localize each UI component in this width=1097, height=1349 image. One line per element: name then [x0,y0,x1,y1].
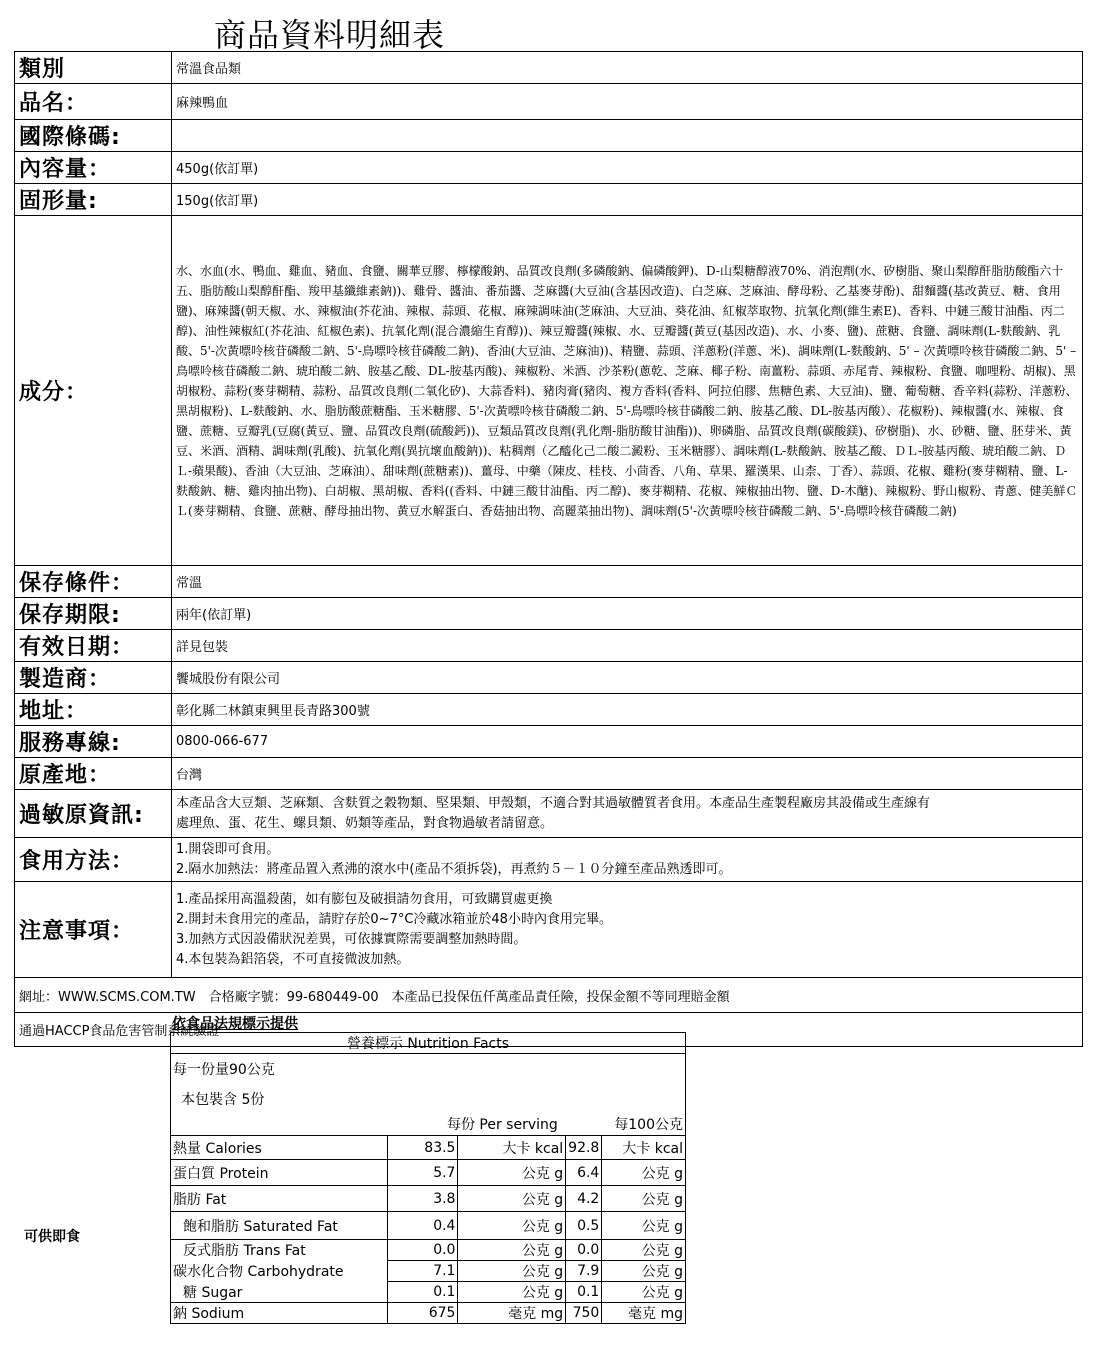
per-100g-header: 每100公克 [566,1114,686,1136]
spec-row [15,758,1083,790]
ingredients-text: 水、水血(水、鴨血、雞血、豬血、食鹽、關華豆膠、檸檬酸鈉、品質改良劑(多磷酸鈉、偏磷酸鉀)、D-山梨糖醇液70%、消泡劑(水、矽樹脂、聚山梨醇酐脂肪酸酯六十五、脂肪酸山梨醇酐酯、羧甲基纖維素鈉))、雞骨、醬油、番茄醬、芝麻醬(大豆油(含基因改造)、白芝麻、芝麻油、酵母粉、乙基麥芽酚)、甜麵醬(基改黃豆、糖、食用鹽)、麻辣醬(朝天椒、水、辣椒油(芥花油、辣椒、蒜頭、花椒、麻辣調味油(芝麻油、大豆油、葵花油、紅椒萃取物、抗氧化劑(維生素E)、香料、中鏈三酸甘油酯、丙二醇)、油性辣椒紅(芥花油、紅椒色素)、抗氧化劑(混合濃縮生育醇))、辣豆瓣醬(辣椒、水、豆瓣醬(黃豆(基因改造)、水、小麥、鹽)、蔗糖、食鹽、調味劑(L-麩酸鈉、乳酸、5'-次黃嘌呤核苷磷酸二鈉、5'-鳥嘌呤核苷磷酸二鈉)、香油(大豆油、芝麻油))、精鹽、蒜頭、洋蔥粉(洋蔥、米)、調味劑(L-麩酸鈉、5' – 次黃嘌呤核苷磷酸二鈉、5' – 鳥嘌呤核苷磷酸二鈉、琥珀酸二鈉、胺基乙酸、DL-胺基丙酸)、辣椒粉、米酒、沙茶粉(蔥乾、芝麻、椰子粉、南薑粉、蒜頭、赤尾青、辣椒粉、食鹽、咖哩粉、胡椒)、黑胡椒粉、蒜粉(麥芽糊精、蒜粉、品質改良劑(二氧化矽)、大蒜香料)、豬肉膏(豬肉、複方香料(香料、阿拉伯膠、焦糖色素、大豆油)、鹽、葡萄糖、香辛料(蒜粉、洋蔥粉、黑胡椒粉)、L-麩酸鈉、水、脂肪酸蔗糖酯、玉米糖膠、5'-次黃嘌呤核苷磷酸二鈉、5'-鳥嘌呤核苷磷酸二鈉、胺基乙酸、DL-胺基丙酸）、花椒粉)、辣椒醬(水、辣椒、食鹽、蔗糖、豆瓣乳(豆腐(黃豆、鹽、品質改良劑(硫酸鈣))、豆類品質改良劑(乳化劑-脂肪酸甘油酯))、卵磷脂、品質改良劑(碳酸鎂)、矽樹脂)、水、砂糖、鹽、胚芽米、黃豆、米酒、酒精、調味劑(乳酸)、抗氧化劑(異抗壞血酸鈉))、粘稠劑（乙醯化己二酸二澱粉、玉米糖膠）、調味劑(L-麩酸鈉、胺基乙酸、ＤＬ-胺基丙酸、琥珀酸二鈉、ＤＬ-蘋果酸)、香油（大豆油、芝麻油）、甜味劑(蔗糖素))、薑母、中藥（陳皮、桂枝、小茴香、八角、草果、羅漢果、山柰、丁香）、蒜頭、花椒、雞粉(麥芽糊精、鹽、L-麩酸鈉、糖、雞肉抽出物)、白胡椒、黑胡椒、香料((香料、中鏈三酸甘油酯、丙二醇)、麥芽糊精、花椒、辣椒抽出物、鹽、D-木醣)、辣椒粉、野山椒粉、青蔥、健美鮮ＣＬ(麥芽糊精、食鹽、蔗糖、酵母抽出物、黃豆水解蛋白、香菇抽出物、高麗菜抽出物)、調味劑(5'-次黃嘌呤核苷磷酸二鈉、5'-鳥嘌呤核苷磷酸二鈉) [172,216,1083,566]
spec-row [15,662,1083,694]
notes-line: 2.開封未食用完的產品，請貯存於0~7°C冷藏冰箱並於48小時內食用完畢。 [176,911,612,927]
nutrient-100g-unit: 公克 g [602,1186,686,1212]
ingredients-row [15,216,1083,566]
law-title: 依食品法規標示提供 [172,1016,298,1032]
nutrient-100g-unit: 大卡 kcal [602,1136,686,1160]
nutrient-name: 蛋白質 Protein [171,1160,388,1186]
nutrient-name: 反式脂肪 Trans Fat [171,1240,388,1261]
spec-row [15,694,1083,726]
spec-row [15,120,1083,152]
spec-row [15,726,1083,758]
row-label: 原產地： [15,758,172,790]
row-value: 麻辣鴨血 [172,84,1083,120]
row-label: 製造商： [15,662,172,694]
nutrient-100g-value: 7.9 [566,1261,602,1282]
nutrient-100g-value: 6.4 [566,1160,602,1186]
nutrient-100g-value: 750 [566,1303,602,1324]
allergen-label: 過敏原資訊: [15,790,172,838]
row-label: 保存期限: [15,598,172,630]
nutrient-100g-value: 0.0 [566,1240,602,1261]
nutrient-100g-unit: 公克 g [602,1160,686,1186]
nutrition-row [171,1303,686,1324]
nutrition-table [170,1032,686,1324]
row-value: 150g(依訂單) [172,184,1083,216]
nutrition-row [171,1240,686,1261]
per-serving-header: 每份 Per serving [387,1114,566,1136]
usage-row [15,838,1083,882]
nutrition-title: 營養標示 Nutrition Facts [171,1033,686,1054]
nutrient-serving-value: 5.7 [387,1160,458,1186]
usage-line: 1.開袋即可食用。 [176,841,280,857]
nutrient-serving-value: 0.4 [387,1212,458,1240]
spec-row [15,184,1083,216]
ready-to-eat-label: 可供即食 [24,1229,80,1245]
nutrition-title-row [171,1033,686,1054]
nutrient-name: 糖 Sugar [171,1282,388,1303]
allergen-line: 本產品含大豆類、芝麻類、含麩質之穀物類、堅果類、甲殼類，不適合對其過敏體質者食用。本產品生產製程廠房其設備或生產線有 [176,795,931,811]
row-label: 服務專線: [15,726,172,758]
spec-row [15,84,1083,120]
usage-label: 食用方法： [15,838,172,882]
row-value: 常溫食品類 [172,52,1083,84]
serving-size: 每一份量90公克 [171,1054,686,1084]
notes-line: 3.加熱方式因設備狀況差異，可依據實際需要調整加熱時間。 [176,931,527,947]
allergen-row [15,790,1083,838]
row-label: 保存條件： [15,566,172,598]
notes-value [172,882,1083,978]
notes-row [15,882,1083,978]
nutrient-serving-value: 675 [387,1303,458,1324]
usage-line: 2.隔水加熱法：將產品置入煮沸的滾水中(產品不須拆袋)，再煮約５－１０分鐘至產品熟透即可。 [176,861,732,877]
row-label: 國際條碼: [15,120,172,152]
spec-row [15,598,1083,630]
row-value: 常溫 [172,566,1083,598]
nutrient-100g-unit: 公克 g [602,1240,686,1261]
footer-row [15,978,1083,1013]
nutrient-serving-unit: 公克 g [458,1240,566,1261]
nutrient-name: 熱量 Calories [171,1136,388,1160]
notes-line: 1.產品採用高溫殺菌，如有膨包及破損請勿食用，可致購買處更換 [176,891,553,907]
nutrient-serving-value: 83.5 [387,1136,458,1160]
spec-row [15,52,1083,84]
row-label: 品名： [15,84,172,120]
usage-value [172,838,1083,882]
nutrient-100g-unit: 公克 g [602,1282,686,1303]
footer-website: 網址：WWW.SCMS.COM.TW 合格廠字號：99-680449-00 本產品已投保伍仟萬產品責任險，投保金額不等同理賠金額 [15,978,1083,1013]
spec-row [15,630,1083,662]
nutrition-row [171,1186,686,1212]
header-blank [171,1114,388,1136]
notes-label: 注意事項： [15,882,172,978]
serving-size-row [171,1054,686,1084]
row-value: 兩年(依訂單) [172,598,1083,630]
footer-haccp: 通過HACCP食品危害管制系統驗證 [15,1013,1083,1047]
nutrient-100g-value: 0.5 [566,1212,602,1240]
nutrient-serving-unit: 公克 g [458,1160,566,1186]
row-label: 地址： [15,694,172,726]
row-value: 0800-066-677 [172,726,1083,758]
nutrient-name: 鈉 Sodium [171,1303,388,1324]
nutrient-serving-unit: 公克 g [458,1186,566,1212]
spec-table [14,51,1083,1047]
ingredients-label: 成分： [15,216,172,566]
nutrient-serving-value: 7.1 [387,1261,458,1282]
row-value: 彰化縣二林鎮東興里長青路300號 [172,694,1083,726]
row-value: 饗城股份有限公司 [172,662,1083,694]
row-label: 固形量: [15,184,172,216]
notes-line: 4.本包裝為鋁箔袋，不可直接微波加熱。 [176,951,410,967]
nutrition-header-row [171,1114,686,1136]
nutrient-name: 碳水化合物 Carbohydrate [171,1261,388,1282]
row-value: 詳見包裝 [172,630,1083,662]
spec-row [15,566,1083,598]
row-value: 450g(依訂單) [172,152,1083,184]
nutrient-serving-unit: 毫克 mg [458,1303,566,1324]
row-label: 有效日期： [15,630,172,662]
row-label: 類別 [15,52,172,84]
servings-row [171,1084,686,1114]
nutrient-serving-value: 0.0 [387,1240,458,1261]
nutrient-100g-value: 92.8 [566,1136,602,1160]
page-title: 商品資料明細表 [214,16,446,54]
nutrient-100g-value: 0.1 [566,1282,602,1303]
nutrient-100g-unit: 公克 g [602,1212,686,1240]
spec-row [15,152,1083,184]
nutrient-100g-unit: 毫克 mg [602,1303,686,1324]
nutrient-100g-unit: 公克 g [602,1261,686,1282]
nutrient-serving-unit: 公克 g [458,1282,566,1303]
nutrition-row [171,1261,686,1282]
allergen-value [172,790,1083,838]
nutrition-row [171,1282,686,1303]
nutrient-serving-unit: 大卡 kcal [458,1136,566,1160]
row-value [172,120,1083,152]
nutrient-serving-value: 3.8 [387,1186,458,1212]
nutrition-row [171,1212,686,1240]
nutrient-100g-value: 4.2 [566,1186,602,1212]
nutrient-name: 飽和脂肪 Saturated Fat [171,1212,388,1240]
nutrition-row [171,1160,686,1186]
nutrient-serving-unit: 公克 g [458,1212,566,1240]
nutrient-serving-value: 0.1 [387,1282,458,1303]
row-value: 台灣 [172,758,1083,790]
allergen-line: 處理魚、蛋、花生、螺貝類、奶類等產品，對食物過敏者請留意。 [176,815,554,831]
nutrient-name: 脂肪 Fat [171,1186,388,1212]
row-label: 內容量： [15,152,172,184]
servings-per-package: 本包裝含 5份 [171,1084,686,1114]
nutrition-row [171,1136,686,1160]
nutrient-serving-unit: 公克 g [458,1261,566,1282]
